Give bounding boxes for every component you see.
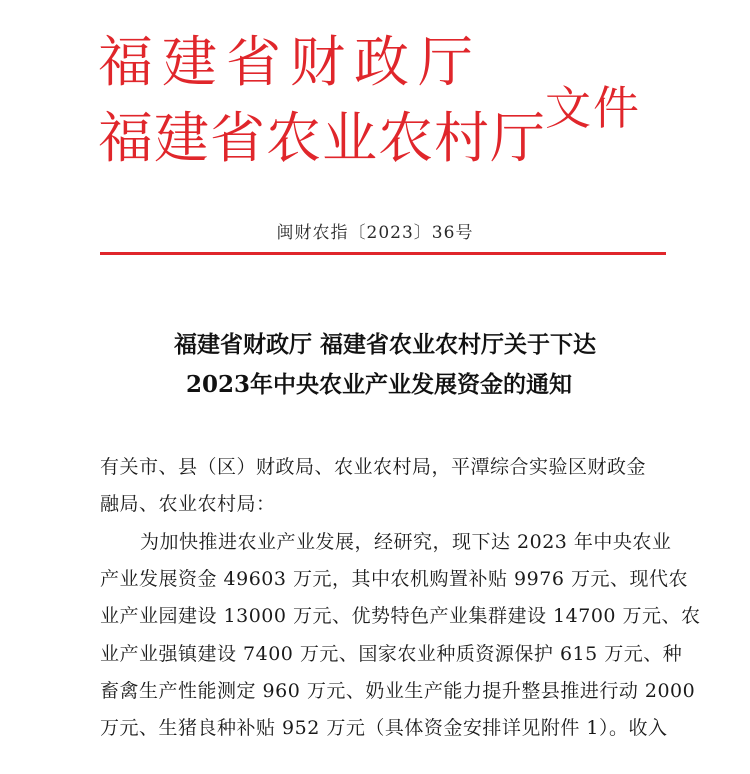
notice-title-line-2: 2023年中央农业产业发展资金的通知: [185, 371, 572, 398]
notice-title-line-1: 福建省财政厅 福建省农业农村厅关于下达: [173, 331, 596, 358]
document-number: 闽财农指〔2023〕36号: [276, 223, 474, 243]
issuer-finance-department: 福建省财政厅: [98, 30, 483, 94]
body-line: 畜禽生产性能测定 960 万元、奶业生产能力提升整县推进行动 2000: [100, 680, 696, 702]
body-line: 为加快推进农业产业发展，经研究，现下达 2023 年中央农业: [140, 531, 672, 553]
body-line: 万元、生猪良种补贴 952 万元（具体资金安排详见附件 1）。收入: [100, 717, 668, 739]
body-line: 融局、农业农村局：: [100, 493, 276, 515]
red-divider-line: [100, 252, 666, 255]
body-line: 有关市、县（区）财政局、农业农村局，平潭综合实验区财政金: [100, 456, 647, 478]
issuer-agriculture-department: 福建省农业农村厅: [98, 106, 547, 170]
body-line: 业产业强镇建设 7400 万元、国家农业种质资源保护 615 万元、种: [100, 643, 683, 665]
document-label: 文件: [545, 81, 641, 135]
body-line: 产业发展资金 49603 万元，其中农机购置补贴 9976 万元、现代农: [100, 568, 688, 590]
body-line: 业产业园建设 13000 万元、优势特色产业集群建设 14700 万元、农: [100, 605, 701, 627]
